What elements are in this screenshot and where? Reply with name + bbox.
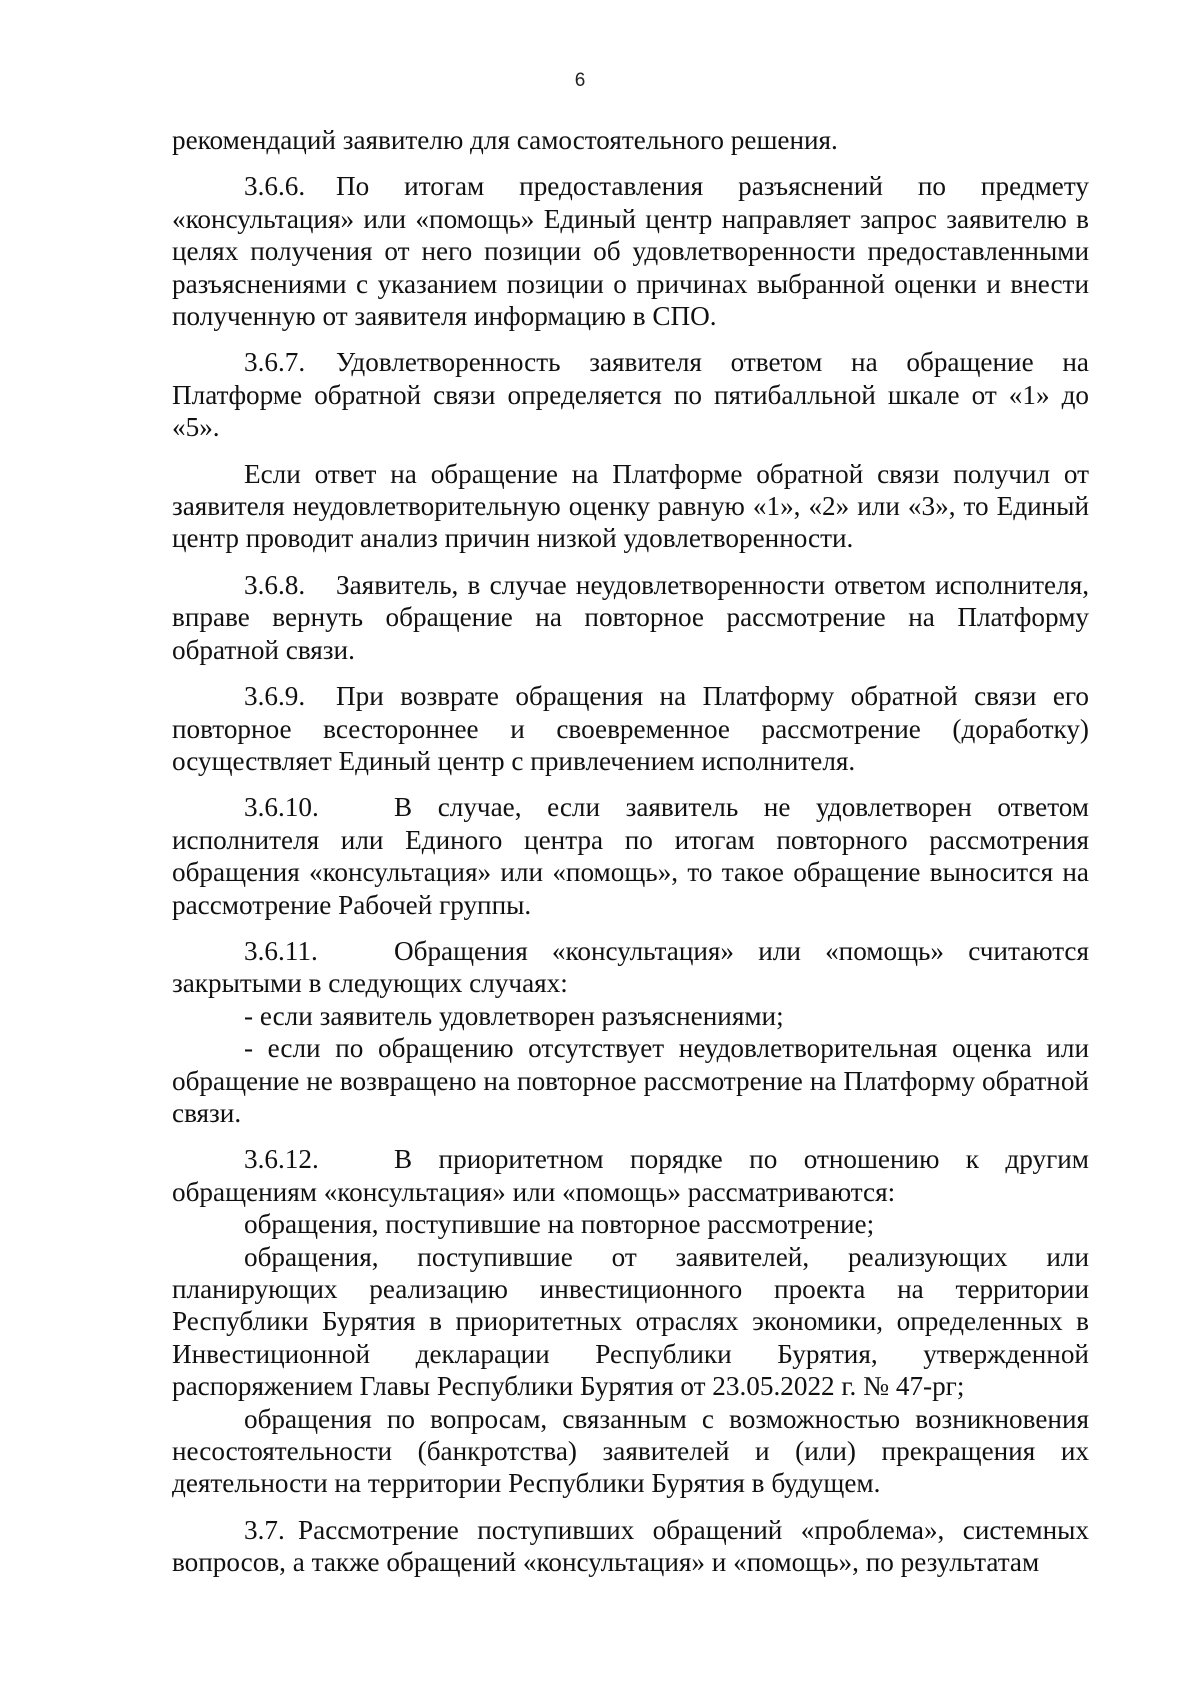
paragraph-number: 3.6.9. [244,681,306,712]
list-item [172,1208,1089,1240]
paragraph-text: По итогам предоставления разъяснений по предмету «консультация» или «помощь» Единый центр направляет запрос заявителю в целях получения от него позиции об удовлетворенности предоставленными разъяснениями с указанием позиции о причинах выбранной оценки и внести полученную от заявителя информацию в СПО. [172,171,1089,332]
paragraph-text: При возврате обращения на Платформу обратной связи его повторное всестороннее и своевременное рассмотрение (доработку) осуществляет Единый центр с привлечением исполнителя. [172,681,1089,776]
document-body [172,124,1089,1579]
paragraph-number: 3.7. [244,1514,285,1545]
paragraph-number: 3.6.8. [244,569,306,600]
paragraph-text: обращения, поступившие на повторное рассмотрение; [244,1209,875,1240]
paragraph-text: Удовлетворенность заявителя ответом на обращение на Платформе обратной связи определяется по пятибалльной шкале от «1» до «5». [172,347,1089,443]
paragraph-3-6-6 [172,170,1089,332]
paragraph-text: Заявитель, в случае неудовлетворенности ответом исполнителя, вправе вернуть обращение на повторное рассмотрение на Платформу обратной связи. [172,569,1089,665]
paragraph-text: - если по обращению отсутствует неудовлетворительная оценка или обращение не возвращено на повторное рассмотрение на Платформу обратной связи. [172,1033,1089,1128]
paragraph-text: - если заявитель удовлетворен разъяснениями; [244,1000,784,1031]
paragraph-text: Обращения «консультация» или «помощь» считаются закрытыми в следующих случаях: [172,935,1089,999]
paragraph-text: рекомендаций заявителю для самостоятельного решения. [172,125,838,155]
paragraph-3-6-11 [172,935,1089,1000]
paragraph-text: обращения по вопросам, связанным с возможностью возникновения несостоятельности (банкротства) заявителей и (или) прекращения их деятельности на территории Республики Бурятия в будущем. [172,1403,1089,1499]
paragraph-unnumbered [172,458,1089,555]
paragraph-3-6-7 [172,346,1089,443]
paragraph-number: 3.6.10. [244,792,319,823]
paragraph-number: 3.6.6. [244,171,306,202]
paragraph-number: 3.6.7. [244,347,306,378]
list-item [172,1000,1089,1032]
list-item [172,1403,1089,1500]
paragraph-3-7 [172,1514,1089,1579]
paragraph-text: В случае, если заявитель не удовлетворен ответом исполнителя или Единого центра по итогам повторного рассмотрения обращения «консультация» или «помощь», то такое обращение выносится на рассмотрение Рабочей группы. [172,792,1089,920]
list-item [172,1241,1089,1403]
page-number: 6 [574,70,586,91]
paragraph-3-6-8 [172,569,1089,666]
paragraph-3-6-9 [172,680,1089,777]
paragraph-number: 3.6.12. [244,1144,319,1175]
paragraph-3-6-10 [172,791,1089,921]
paragraph-text: В приоритетном порядке по отношению к другим обращениям «консультация» или «помощь» рассматриваются: [172,1144,1089,1207]
paragraph-text: Рассмотрение поступивших обращений «проблема», системных вопросов, а также обращений «консультация» и «помощь», по результатам [172,1514,1089,1578]
paragraph-text: обращения, поступившие от заявителей, реализующих или планирующих реализацию инвестиционного проекта на территории Республики Бурятия в приоритетных отраслях экономики, определенных в Инвестиционной декларации Республики Бурятия, утвержденной распоряжением Главы Республики Бурятия от 23.05.2022 г. № 47-рг; [172,1241,1089,1402]
list-item [172,1032,1089,1129]
paragraph-number: 3.6.11. [244,935,318,966]
paragraph-continuation [172,124,1089,156]
paragraph-text: Если ответ на обращение на Платформе обратной связи получил от заявителя неудовлетворительную оценку равную «1», «2» или «3», то Единый центр проводит анализ причин низкой удовлетворенности. [172,458,1089,554]
paragraph-3-6-12 [172,1143,1089,1208]
